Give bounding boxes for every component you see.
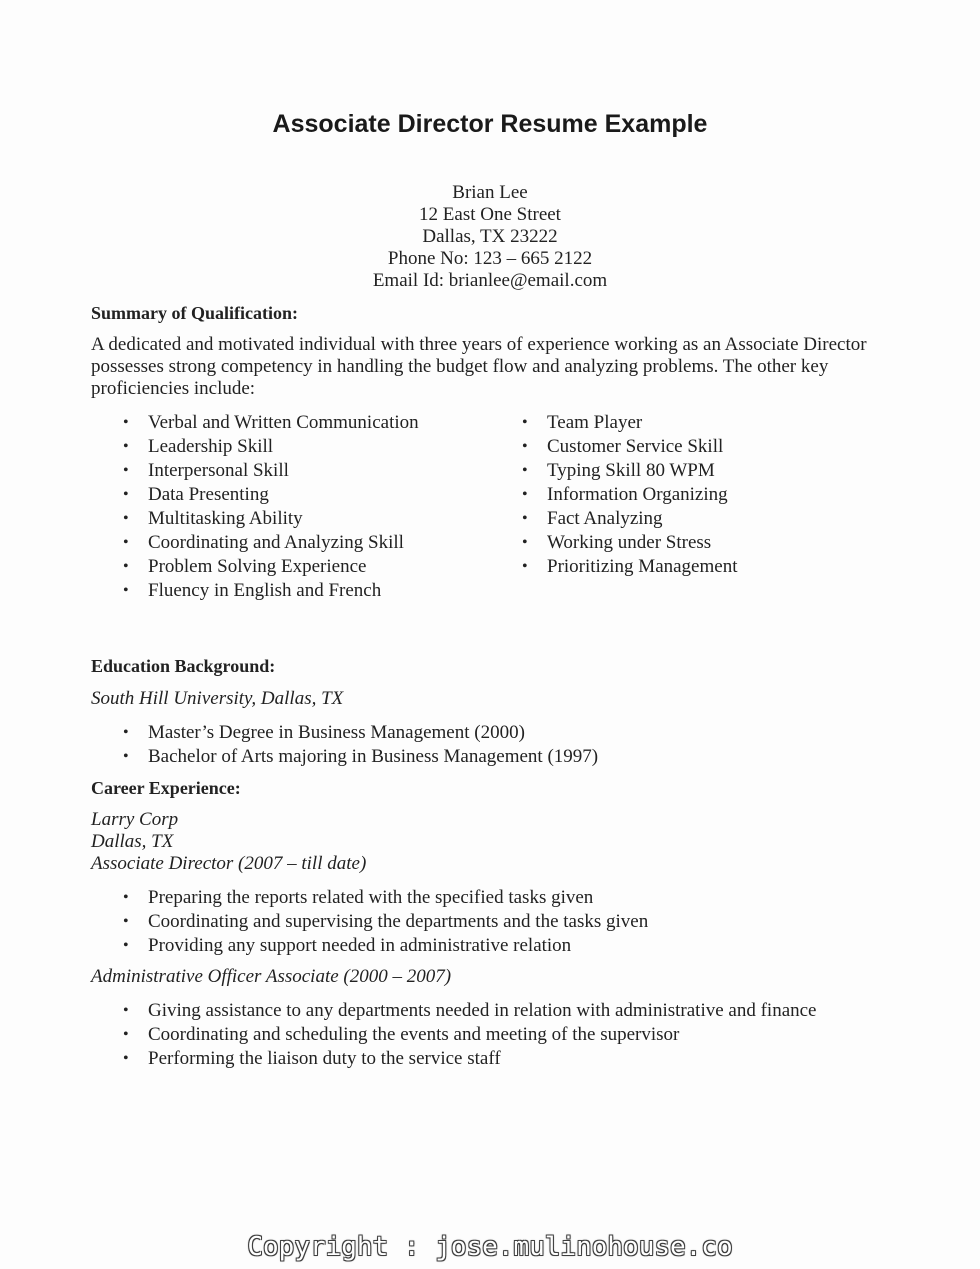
list-item: • Master’s Degree in Business Management (2000) bbox=[123, 721, 598, 745]
list-item: • Bachelor of Arts majoring in Business Management (1997) bbox=[123, 745, 598, 769]
list-item: • Working under Stress bbox=[522, 531, 737, 555]
degrees-list bbox=[123, 721, 598, 769]
role1-duties-list bbox=[123, 886, 648, 958]
career-location: Dallas, TX bbox=[91, 831, 174, 852]
copyright-watermark: Copyright : jose.mulinohouse.co bbox=[247, 1232, 733, 1262]
summary-text: A dedicated and motivated individual with three years of experience working as an Associate Director possesses strong competency in handling the budget flow and analyzing problems. The other key proficiencies include: bbox=[91, 334, 867, 399]
contact-city: Dallas, TX 23222 bbox=[422, 226, 558, 247]
list-item: • Multitasking Ability bbox=[123, 507, 419, 531]
career-role-1: Associate Director (2007 – till date) bbox=[91, 853, 367, 874]
list-item: • Team Player bbox=[522, 411, 737, 435]
contact-address: 12 East One Street bbox=[419, 204, 561, 225]
list-item: • Coordinating and supervising the departments and the tasks given bbox=[123, 910, 648, 934]
contact-name: Brian Lee bbox=[452, 182, 528, 203]
list-item: • Verbal and Written Communication bbox=[123, 411, 419, 435]
skills-right-list bbox=[522, 411, 737, 579]
contact-block bbox=[0, 182, 980, 292]
career-company: Larry Corp bbox=[91, 809, 179, 830]
contact-email: Email Id: brianlee@email.com bbox=[372, 270, 608, 291]
list-item: • Data Presenting bbox=[123, 483, 419, 507]
list-item: • Customer Service Skill bbox=[522, 435, 737, 459]
summary-heading: Summary of Qualification: bbox=[91, 303, 298, 323]
list-item: • Prioritizing Management bbox=[522, 555, 737, 579]
list-item: • Coordinating and Analyzing Skill bbox=[123, 531, 419, 555]
list-item: • Leadership Skill bbox=[123, 435, 419, 459]
list-item: • Fluency in English and French bbox=[123, 579, 419, 603]
career-role-2: Administrative Officer Associate (2000 – 2007) bbox=[91, 966, 452, 987]
career-heading: Career Experience: bbox=[91, 778, 241, 798]
list-item: • Interpersonal Skill bbox=[123, 459, 419, 483]
education-heading: Education Background: bbox=[91, 656, 276, 676]
page-title: Associate Director Resume Example bbox=[272, 110, 708, 138]
education-school: South Hill University, Dallas, TX bbox=[91, 688, 344, 709]
list-item: • Providing any support needed in administrative relation bbox=[123, 934, 648, 958]
list-item: • Typing Skill 80 WPM bbox=[522, 459, 737, 483]
list-item: • Fact Analyzing bbox=[522, 507, 737, 531]
list-item: • Coordinating and scheduling the events and meeting of the supervisor bbox=[123, 1023, 817, 1047]
list-item: • Problem Solving Experience bbox=[123, 555, 419, 579]
list-item: • Information Organizing bbox=[522, 483, 737, 507]
list-item: • Giving assistance to any departments needed in relation with administrative and finance bbox=[123, 999, 817, 1023]
list-item: • Preparing the reports related with the specified tasks given bbox=[123, 886, 648, 910]
role2-duties-list bbox=[123, 999, 817, 1071]
list-item: • Performing the liaison duty to the service staff bbox=[123, 1047, 817, 1071]
contact-phone: Phone No: 123 – 665 2122 bbox=[387, 248, 593, 269]
skills-left-list bbox=[123, 411, 419, 603]
